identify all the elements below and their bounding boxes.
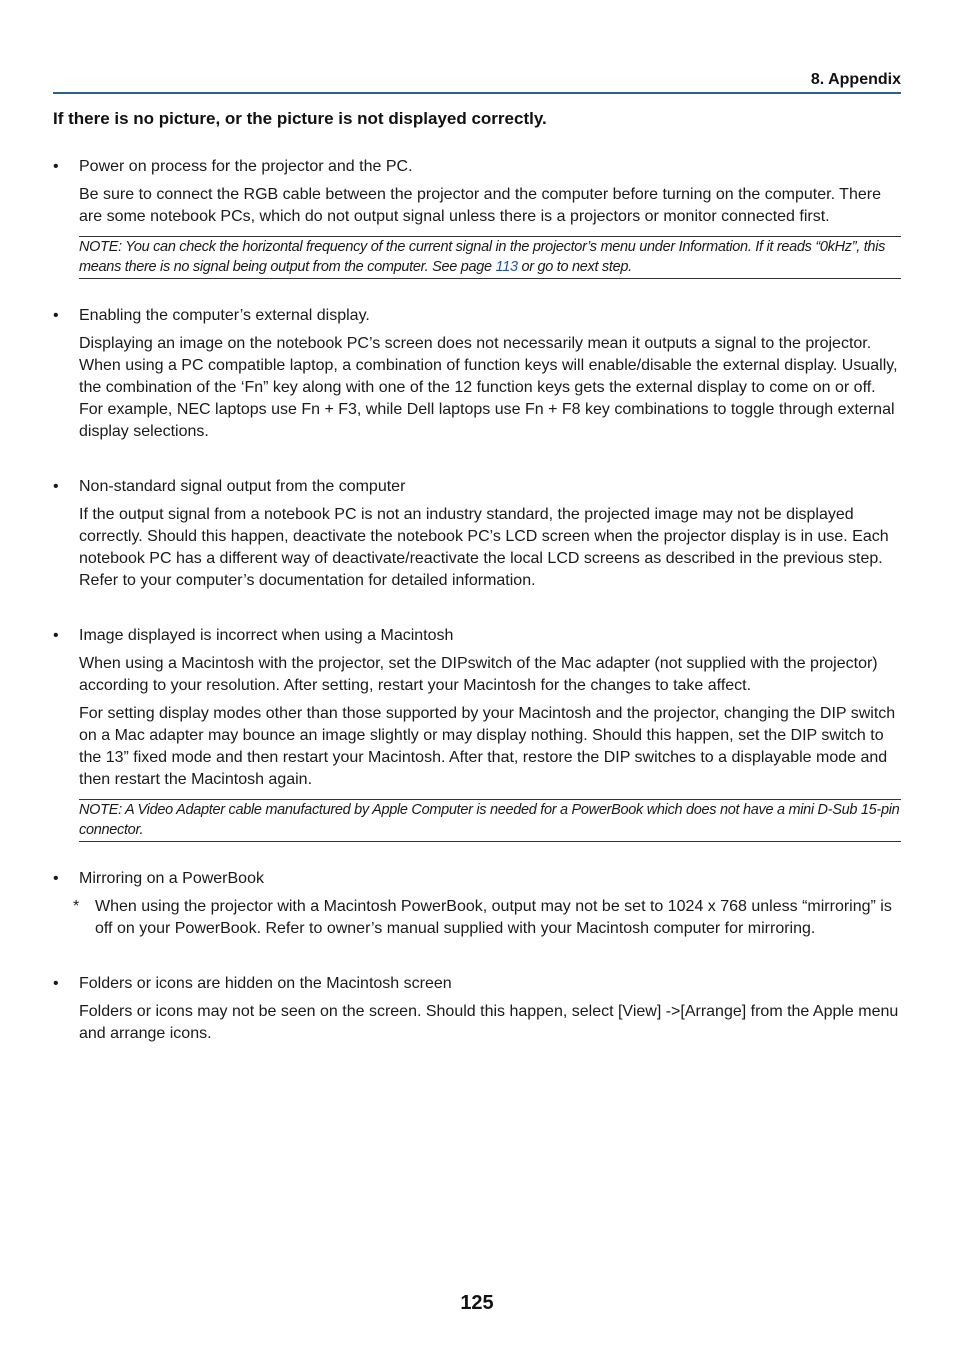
paragraph: Folders or icons may not be seen on the screen. Should this happen, select [View] ->[Arrange] from the Apple menu and arrange icons.	[79, 1003, 899, 1042]
note-text-end: or go to next step.	[517, 259, 632, 275]
bullet-item	[53, 156, 901, 178]
header-rule	[53, 92, 901, 94]
bullet-item	[53, 625, 901, 647]
bullet-title: Power on process for the projector and the PC.	[79, 158, 413, 175]
bullet-title: Enabling the computer’s external display.	[79, 307, 370, 324]
page-heading: If there is no picture, or the picture is not displayed correctly.	[53, 109, 547, 128]
paragraph: Displaying an image on the notebook PC’s screen does not necessarily mean it outputs a signal to the projector. When using a PC compatible laptop, a combination of function keys will enable/disable the external display. Usually, the combination of the ‘Fn” key along with one of the 12 function keys gets the external display to come on or off. For example, NEC laptops use Fn + F3, while Dell laptops use Fn + F8 key combinations to toggle through external display selections.	[79, 335, 898, 440]
note-text: NOTE: You can check the horizontal frequency of the current signal in the projector’s menu under Information. If it reads “0kHz”, this means there is no signal being output from the computer. See page	[79, 239, 886, 275]
section-power-on	[53, 156, 901, 279]
page-content	[53, 156, 901, 1045]
footnote-item	[73, 896, 901, 940]
section-label: 8. Appendix	[810, 71, 901, 88]
note-text: NOTE: A Video Adapter cable manufactured by Apple Computer is needed for a PowerBook which does not have a mini D-Sub 15-pin connector.	[79, 802, 900, 838]
note-box	[79, 799, 901, 842]
paragraph: Be sure to connect the RGB cable between the projector and the computer before turning on the computer. There are some notebook PCs, which do not output signal unless there is a projectors or monitor connected first.	[79, 186, 881, 225]
footnote-text: When using the projector with a Macintosh PowerBook, output may not be set to 1024 x 768 unless “mirroring” is off on your PowerBook. Refer to owner’s manual supplied with your Macintosh computer for mirroring.	[95, 898, 892, 937]
page-link[interactable]: 113	[495, 259, 518, 275]
bullet-item	[53, 476, 901, 498]
page-number: 125	[460, 1292, 494, 1314]
section-hidden-folders	[53, 973, 901, 1045]
bullet-icon: •	[53, 307, 59, 324]
section-mirroring	[53, 868, 901, 940]
bullet-icon: •	[53, 870, 59, 887]
bullet-item	[53, 973, 901, 995]
paragraph: When using a Macintosh with the projector, set the DIPswitch of the Mac adapter (not supplied with the projector) according to your resolution. After setting, restart your Macintosh for the changes to take affect.	[79, 655, 878, 694]
bullet-item	[53, 305, 901, 327]
paragraph: For setting display modes other than those supported by your Macintosh and the projector, changing the DIP switch on a Mac adapter may bounce an image slightly or may display nothing. Should this happen, set the DIP switch to the 13” fixed mode and then restart your Macintosh. After that, restore the DIP switches to a displayable mode and then restart the Macintosh again.	[79, 705, 896, 788]
bullet-title: Non-standard signal output from the computer	[79, 478, 406, 495]
paragraph: If the output signal from a notebook PC is not an industry standard, the projected image may not be displayed correctly. Should this happen, deactivate the notebook PC’s LCD screen when the projector display is in use. Each notebook PC has a different way of deactivate/reactivate the local LCD screens as described in the previous step. Refer to your computer’s documentation for detailed information.	[79, 506, 889, 589]
bullet-item	[53, 868, 901, 890]
bullet-title: Image displayed is incorrect when using a Macintosh	[79, 627, 454, 644]
bullet-icon: •	[53, 158, 59, 175]
bullet-icon: •	[53, 478, 59, 495]
section-external-display	[53, 305, 901, 443]
bullet-title: Folders or icons are hidden on the Macintosh screen	[79, 975, 452, 992]
note-box	[79, 236, 901, 279]
bullet-icon: •	[53, 975, 59, 992]
section-non-standard-signal	[53, 476, 901, 592]
bullet-icon: •	[53, 627, 59, 644]
asterisk-icon: *	[73, 898, 80, 915]
section-macintosh-image	[53, 625, 901, 842]
bullet-title: Mirroring on a PowerBook	[79, 870, 264, 887]
